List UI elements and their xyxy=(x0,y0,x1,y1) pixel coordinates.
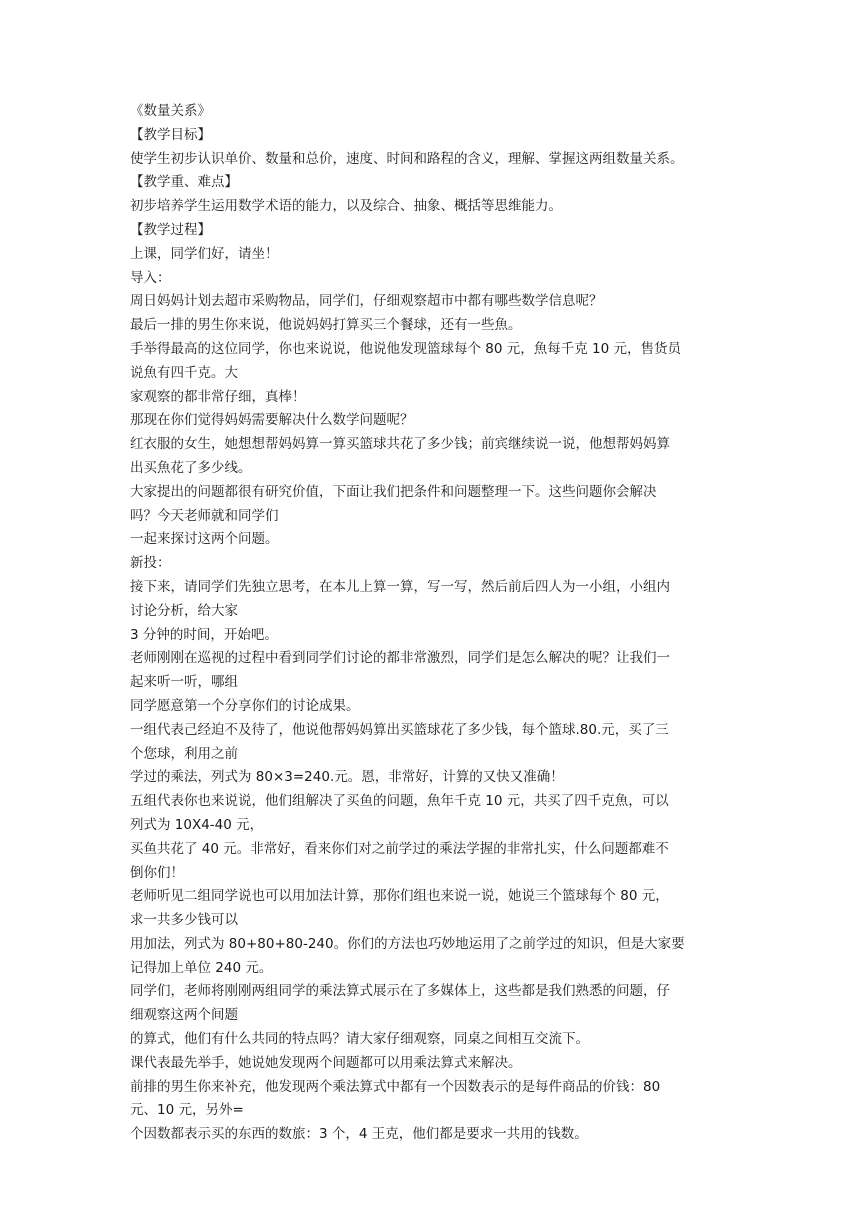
paragraph-line: 讨论分析，给大家 xyxy=(130,602,238,619)
paragraph-line: 最后一排的男生你来说，他说妈妈打算买三个餐球，还有一些魚。 xyxy=(130,317,522,334)
paragraph-line: 吗？今天老师就和同学们 xyxy=(130,507,279,524)
document-body xyxy=(130,100,732,1147)
paragraph-line: 大家提出的问题都很有研究价值，下面让我们把条件和问题整理一下。这些问题你会解决 xyxy=(130,483,657,500)
paragraph-line: 列式为 10X4-40 元， xyxy=(130,816,264,833)
paragraph-line: 求一共多少钱可以 xyxy=(130,912,238,929)
paragraph-line: 记得加上单位 240 元。 xyxy=(130,959,273,976)
paragraph-line: 家观察的都非常仔细，真棒！ xyxy=(130,388,306,405)
paragraph-line: 出买魚花了多少线。 xyxy=(130,459,252,476)
paragraph-line: 使学生初步认识单价、数量和总价，速度、时间和路程的含义，理解、掌握这两组数量关系。 xyxy=(130,150,684,167)
paragraph-line: 接下来，请同学们先独立思考，在本儿上算一算，写一写，然后前后四人为一小组，小组内 xyxy=(130,578,670,595)
paragraph-line: 倒你们！ xyxy=(130,864,184,881)
paragraph-line: 一组代表己经迫不及待了，他说他帮妈妈算出买篮球花了多少钱，每个篮球.80.元，买了三 xyxy=(130,721,669,738)
paragraph-line: 用加法，列式为 80+80+80-240。你们的方法也巧妙地运用了之前学过的知识，但是大家要 xyxy=(130,935,685,952)
paragraph-line: 买鱼共花了 40 元。非常好，看来你们对之前学过的乘法学握的非常扎实，什么问题都难不 xyxy=(130,840,669,857)
paragraph-line: 周日妈妈计划去超市采购物品，同学们，仔细观察超市中都有哪些数学信息呢？ xyxy=(130,293,603,310)
section-heading-key-points: 【教学重、难点】 xyxy=(130,174,238,191)
section-heading-process: 【教学过程】 xyxy=(130,221,211,238)
paragraph-line: 细观察这两个间题 xyxy=(130,1007,238,1024)
paragraph-line: 五组代表你也来说说，他们组解决了买鱼的问题，魚年千克 10 元，共买了四千克魚，可以 xyxy=(130,793,669,810)
document-title: 《数量关系》 xyxy=(130,103,211,119)
paragraph-line: 上课，同学们好，请坐！ xyxy=(130,245,279,262)
paragraph-line: 个因数都表示买的东西的数旅：3 个，4 王克，他们都是要求一共用的钱数。 xyxy=(130,1126,588,1143)
paragraph-line: 前排的男生你来补充，他发现两个乘法算式中都有一个因数表示的是每件商品的价钱：80 xyxy=(130,1078,661,1095)
paragraph-line: 老师刚刚在巡视的过程中看到同学们讨论的都非常激烈，同学们是怎么解决的呢？让我们一 xyxy=(130,650,670,667)
paragraph-line: 手举得最高的这位同学，你也来说说，他说他发现篮球每个 80 元，魚每千克 10 元，售货员 xyxy=(130,340,682,357)
paragraph-line: 课代表最先举手，她说她发现两个间题都可以用乘法算式来解决。 xyxy=(130,1054,522,1071)
paragraph-line: 一起来探讨这两个问题。 xyxy=(130,531,279,548)
paragraph-line: 说魚有四千克。大 xyxy=(130,364,238,381)
subheading-new-lesson: 新投： xyxy=(130,555,171,572)
paragraph-line: 老师听见二组同学说也可以用加法计算，那你们组也来说一说，她说三个篮球每个 80 元， xyxy=(130,888,669,905)
paragraph-line: 红衣服的女生，她想想帮妈妈算一算买篮球共花了多少钱；前宾继续说一说，他想帮妈妈算 xyxy=(130,436,670,453)
paragraph-line: 初步培养学生运用数学术语的能力，以及综合、抽象、概括等思维能力。 xyxy=(130,198,562,215)
section-heading-objectives: 【教学目标】 xyxy=(130,126,211,143)
paragraph-line: 个您球，利用之前 xyxy=(130,745,238,762)
paragraph-line: 同学们，老师将刚刚两组同学的乘法算式展示在了多媒体上，这些都是我们熟悉的问题，仔 xyxy=(130,983,670,1000)
paragraph-line: 的算式，他们有什么共同的特点吗？请大家仔细观察，同桌之间相互交流下。 xyxy=(130,1031,589,1048)
paragraph-line: 3 分钟的时间，开始吧。 xyxy=(130,626,278,643)
paragraph-line: 元、10 元，另外= xyxy=(130,1102,244,1119)
subheading-intro: 导入： xyxy=(130,269,171,286)
paragraph-line: 同学愿意第一个分享你们的讨论成果。 xyxy=(130,697,360,714)
paragraph-line: 起来听一听，哪组 xyxy=(130,674,238,691)
paragraph-line: 那现在你们觉得妈妈需要解决什么数学问题呢？ xyxy=(130,412,414,429)
paragraph-line: 学过的乘法，列式为 80×3=240.元。恩，非常好，计算的又快又准确！ xyxy=(130,769,564,786)
